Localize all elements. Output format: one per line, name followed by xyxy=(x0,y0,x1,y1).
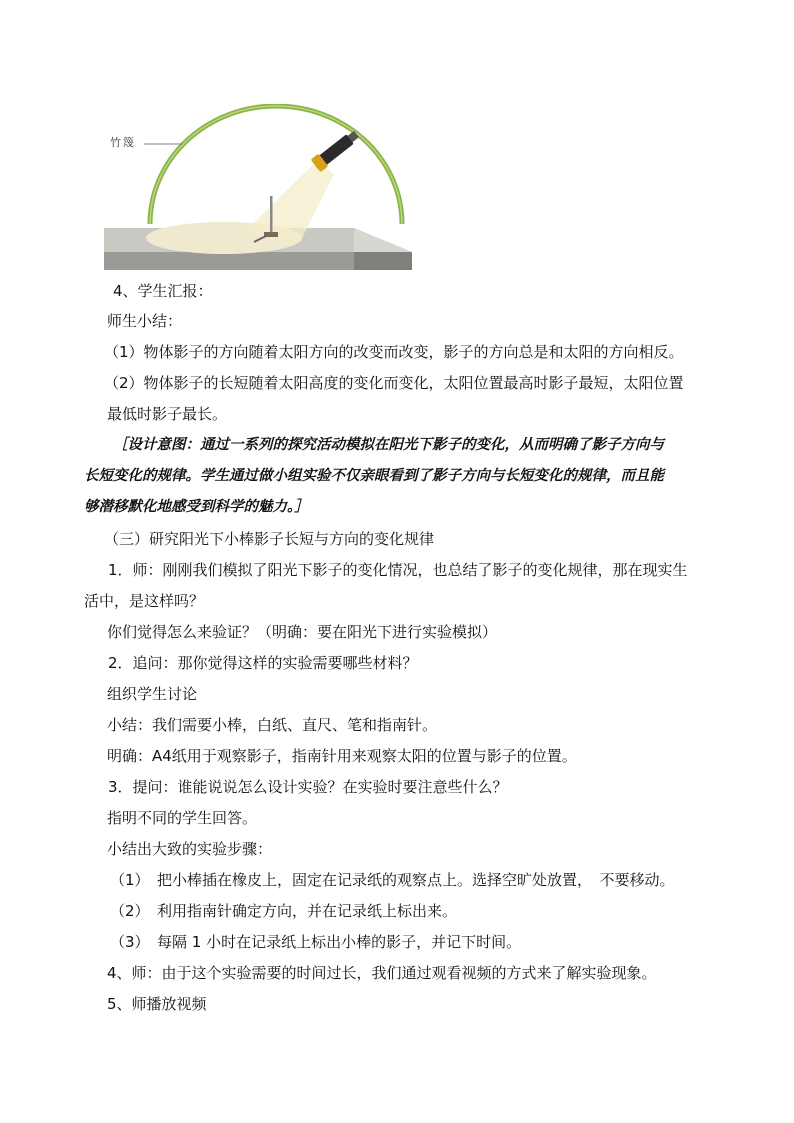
text-line: 2．追问：那你觉得这样的实验需要哪些材料？ xyxy=(108,654,418,672)
text-line: 1．师：刚刚我们模拟了阳光下影子的变化情况，也总结了影子的变化规律，那在现实生 xyxy=(108,561,688,579)
text-line: 3．提问：谁能说说怎么设计实验？在实验时要注意些什么？ xyxy=(108,778,508,796)
text-line: （2）物体影子的长短随着太阳高度的变化而变化，太阳位置最高时影子最短，太阳位置 xyxy=(104,374,684,392)
design-intent-line: 长短变化的规律。学生通过做小组实验不仅亲眼看到了影子方向与长短变化的规律，而且能 xyxy=(84,467,664,484)
text-line: 师生小结： xyxy=(107,312,183,330)
arch-flashlight-drawing xyxy=(104,104,412,270)
text-line: 小结出大致的实验步骤： xyxy=(107,840,273,858)
text-line: 组织学生讨论 xyxy=(107,685,198,703)
text-line: 4、学生汇报： xyxy=(113,282,213,300)
text-line: 明确：A4纸用于观察影子，指南针用来观察太阳的位置与影子的位置。 xyxy=(107,747,577,765)
step-item: （1） 把小棒插在橡皮上，固定在记录纸的观察点上。选择空旷处放置， 不要移动。 xyxy=(110,871,675,889)
text-line: （1）物体影子的方向随着太阳方向的改变而改变，影子的方向总是和太阳的方向相反。 xyxy=(104,343,684,361)
step-item: （3） 每隔 1 小时在记录纸上标出小棒的影子，并记下时间。 xyxy=(110,933,522,951)
text-line: 5、师播放视频 xyxy=(107,995,207,1013)
text-line: 你们觉得怎么来验证？（明确：要在阳光下进行实验模拟） xyxy=(107,623,498,641)
flashlight xyxy=(311,128,362,173)
table-edge xyxy=(104,252,354,270)
figure-label: 竹篾 xyxy=(110,136,136,149)
design-intent-line: ［设计意图：通过一系列的探究活动模拟在阳光下影子的变化，从而明确了影子方向与 xyxy=(113,436,664,453)
stick xyxy=(270,196,273,236)
text-line: 活中，是这样吗？ xyxy=(84,592,205,610)
text-line: 指明不同的学生回答。 xyxy=(107,809,258,827)
text-line: 小结：我们需要小棒，白纸、直尺、笔和指南针。 xyxy=(107,716,438,734)
text-line: 4、师：由于这个实验需要的时间过长，我们通过观看视频的方式来了解实验现象。 xyxy=(107,964,657,982)
design-intent-line: 够潜移默化地感受到科学的魅力。］ xyxy=(84,498,309,515)
text-line: 最低时影子最长。 xyxy=(107,405,228,423)
step-item: （2） 利用指南针确定方向，并在记录纸上标出来。 xyxy=(110,902,458,920)
section-heading: （三）研究阳光下小棒影子长短与方向的变化规律 xyxy=(104,530,435,548)
experiment-illustration xyxy=(104,104,412,270)
